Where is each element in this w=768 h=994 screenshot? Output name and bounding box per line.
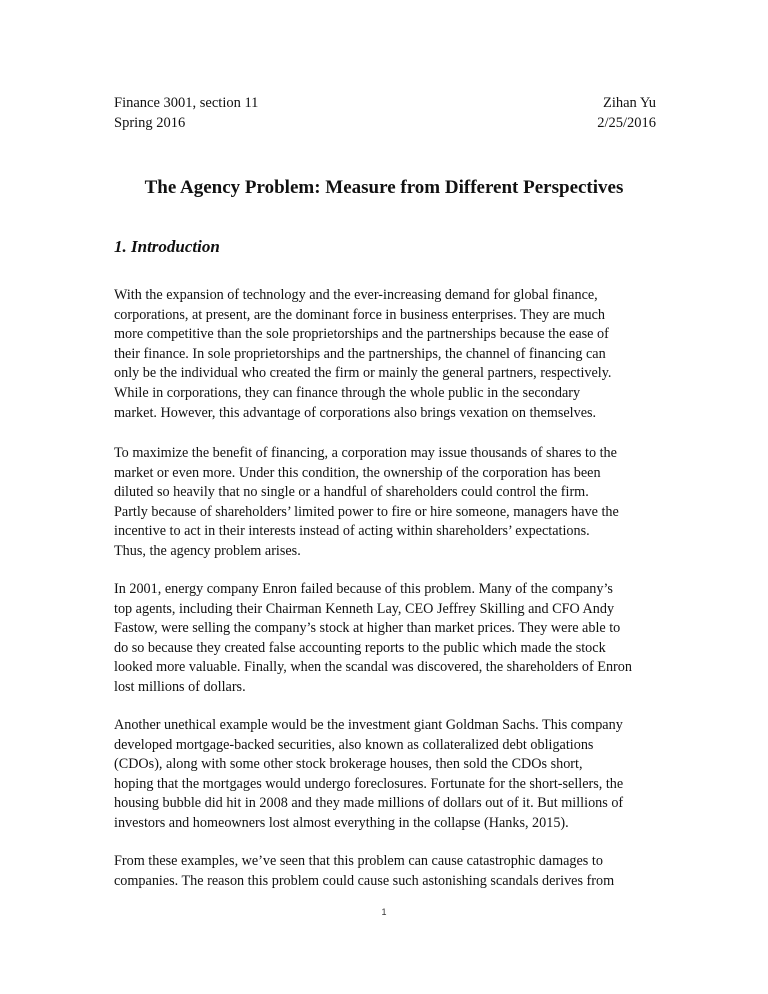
paragraph-line: incentive to act in their interests instead of acting within shareholders’ expectations. — [114, 523, 590, 540]
paragraph-line: Another unethical example would be the investment giant Goldman Sachs. This company — [114, 717, 623, 733]
paragraph-line: more competitive than the sole proprietorships and the partnerships because the ease of — [114, 326, 609, 343]
paragraph-5 — [114, 852, 674, 891]
paragraph-line: Partly because of shareholders’ limited power to fire or hire someone, managers have the — [114, 503, 619, 520]
header-row-1 — [114, 93, 656, 113]
paragraph-4 — [114, 716, 674, 834]
paragraph-line: market. However, this advantage of corporations also brings vexation on themselves. — [114, 404, 597, 421]
paragraph-line: top agents, including their Chairman Kenneth Lay, CEO Jeffrey Skilling and CFO Andy — [114, 600, 615, 617]
paragraph-line: their finance. In sole proprietorships and the partnerships, the channel of financing can — [114, 345, 606, 362]
paragraph-line: With the expansion of technology and the ever-increasing demand for global finance, — [114, 287, 598, 303]
term-info: Spring 2016 — [114, 115, 186, 131]
paragraph-line: housing bubble did hit in 2008 and they made millions of dollars out of it. But millions of — [114, 795, 624, 812]
paragraph-2 — [114, 444, 674, 562]
paragraph-line: hoping that the mortgages would undergo foreclosures. Fortunate for the short-sellers, the — [114, 775, 624, 792]
page-number: 1 — [381, 907, 387, 917]
paragraph-line: looked more valuable. Finally, when the scandal was discovered, the shareholders of Enron — [114, 659, 632, 676]
paragraph-line: (CDOs), along with some other stock brokerage houses, then sold the CDOs short, — [114, 756, 583, 773]
paragraph-line: developed mortgage-backed securities, also known as collateralized debt obligations — [114, 736, 594, 753]
paragraph-1 — [114, 286, 674, 423]
paragraph-line: diluted so heavily that no single or a handful of shareholders could control the firm. — [114, 484, 589, 501]
paragraph-3 — [114, 580, 674, 698]
document-title: The Agency Problem: Measure from Different Perspectives — [144, 177, 624, 198]
paragraph-line: Fastow, were selling the company’s stock at higher than market prices. They were able to — [114, 620, 621, 637]
author-name: Zihan Yu — [602, 95, 656, 111]
paragraph-line: do so because they created false accounting reports to the public which made the stock — [114, 639, 606, 656]
paragraph-line: corporations, at present, are the dominant force in business enterprises. They are much — [114, 306, 606, 323]
paragraph-line: From these examples, we’ve seen that this problem can cause catastrophic damages to — [114, 853, 603, 869]
paragraph-line: investors and homeowners lost almost everything in the collapse (Hanks, 2015). — [114, 814, 569, 831]
paragraph-line: lost millions of dollars. — [114, 678, 246, 695]
paragraph-line: only be the individual who created the firm or mainly the general partners, respectively. — [114, 365, 612, 382]
paragraph-line: market or even more. Under this condition, the ownership of the corporation has been — [114, 464, 601, 481]
paragraph-line: companies. The reason this problem could cause such astonishing scandals derives from — [114, 872, 615, 889]
paragraph-line: While in corporations, they can finance through the whole public in the secondary — [114, 384, 581, 401]
paragraph-line: To maximize the benefit of financing, a corporation may issue thousands of shares to the — [114, 445, 617, 461]
course-info: Finance 3001, section 11 — [114, 95, 259, 111]
header-row-2 — [114, 113, 656, 133]
document-date: 2/25/2016 — [597, 115, 656, 131]
paragraph-line: Thus, the agency problem arises. — [114, 542, 301, 559]
section-heading-introduction: 1. Introduction — [114, 237, 220, 256]
paragraph-line: In 2001, energy company Enron failed because of this problem. Many of the company’s — [114, 581, 613, 597]
